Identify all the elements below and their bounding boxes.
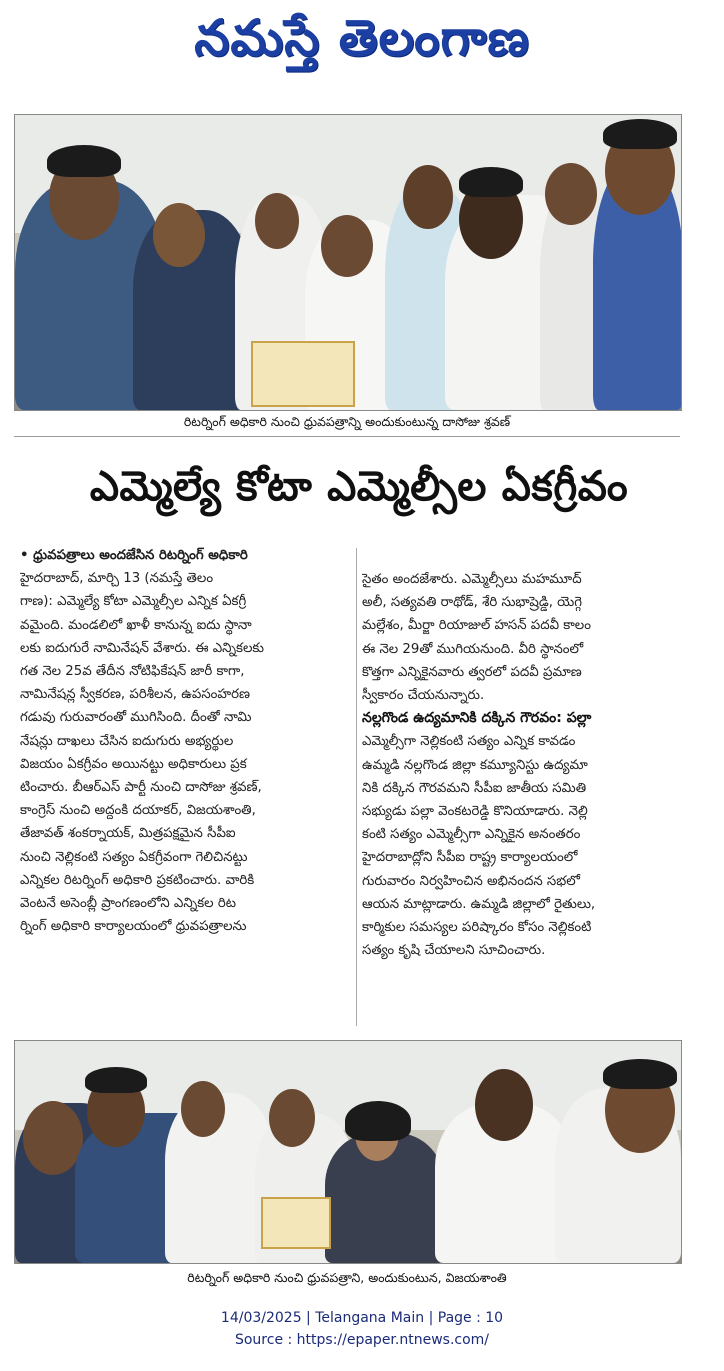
person-hair — [459, 167, 523, 197]
paragraph-line: సైతం అందజేశారు. ఎమ్మెల్సీలు మహమూద్ — [362, 572, 582, 587]
headline: ఎమ్మెల్యే కోటా ఎమ్మెల్సీల ఏకగ్రీవం — [89, 462, 629, 510]
paragraph-line: ఎమ్మెల్సీగా నెల్లికంటి సత్యం ఎన్నిక కావడం — [362, 734, 576, 750]
newspaper-title: నమస్తే తెలంగాణ — [194, 8, 530, 67]
paragraph-line: నికి దక్కిన గౌరవమని సీపీఐ జాతీయ సమితి — [362, 780, 587, 796]
top-photo — [14, 114, 682, 411]
article-column-2 — [362, 568, 692, 962]
paragraph-line: ఆయన మాట్లాడారు. ఉమ్మడి జిల్లాలో రైతులు, — [362, 896, 596, 912]
person-head — [475, 1069, 533, 1141]
person-head — [321, 215, 373, 277]
paragraph-line: అలీ, సత్యవతి రాథోడ్, శేరి సుభాష్రెడ్డి, యెగ్గె — [362, 595, 582, 611]
masthead — [0, 0, 724, 88]
top-photo-caption: రిటర్నింగ్ అధికారి నుంచి ధ్రువపత్రాన్ని అందుకుంటున్న దాసోజు శ్రవణ్ — [183, 414, 511, 429]
person-hair — [603, 1059, 677, 1089]
person-head — [23, 1101, 83, 1175]
person-hair — [85, 1067, 147, 1093]
person-head — [153, 203, 205, 267]
footer-date-page: 14/03/2025 | Telangana Main | Page : 10 — [220, 1310, 504, 1326]
person-head — [181, 1081, 225, 1137]
paragraph-line: నుంచి నెల్లికంటి సత్యం ఏకగ్రీవంగా గెలిచినట్టు — [20, 849, 248, 865]
paragraph-line: సత్యం కృషి చేయాలని సూచించారు. — [362, 943, 546, 959]
article-column-1 — [20, 544, 353, 938]
paragraph-line: టించారు. బీఆర్ఎస్ పార్టీ నుంచి దాసోజు శ్రవణ్, — [20, 780, 262, 796]
paragraph-line: తేజావత్ శంకర్నాయక్, మిత్రపక్షమైన సీపీఐ — [20, 826, 236, 842]
paragraph-line: వెంటనే అసెంబ్లీ ప్రాంగణంలోని ఎన్నికల రిట — [20, 896, 236, 912]
paragraph-line: కాంగ్రెస్ నుంచి అద్దంకి దయాకర్, విజయశాంతి, — [20, 803, 256, 819]
column-divider — [356, 548, 357, 1026]
paragraph-line: సభ్యుడు పల్లా వెంకటరెడ్డి కొనియాడారు. నెల్లి — [362, 804, 588, 820]
person-hair — [47, 145, 121, 177]
paragraph-line: స్వీకారం చేయనున్నారు. — [362, 688, 485, 704]
paragraph-line: కంటి సత్యం ఎమ్మెల్సీగా ఎన్నికైన అనంతరం — [362, 827, 581, 843]
person-head — [403, 165, 453, 229]
paragraph-line: ర్నింగ్ అధికారి కార్యాలయంలో ధ్రువపత్రాలను — [20, 919, 247, 935]
paragraph-line: కార్మికుల సమస్యల పరిష్కారం కోసం నెల్లికంటి — [362, 920, 592, 936]
paragraph-line: గడువు గురువారంతో ముగిసింది. దీంతో నామి — [20, 710, 252, 726]
paragraph-line: విజయం ఏకగ్రీవం అయినట్టు అధికారులు ప్రక — [20, 756, 247, 772]
person-head — [255, 193, 299, 249]
paragraph-line: నేషన్లు దాఖలు చేసిన ఐదుగురు అభ్యర్థుల — [20, 733, 234, 749]
bullet-point: • ధ్రువపత్రాలు అందజేసిన రిటర్నింగ్ అధికారి — [20, 548, 248, 563]
paragraph-line: ఈ నెల 29తో ముగియనుంది. వీరి స్థానంలో — [362, 641, 584, 657]
certificate — [251, 341, 355, 407]
paragraph-line: మల్లేశం, మీర్జా రియాజుల్ హసన్ పదవీ కాలం — [362, 618, 591, 634]
person-head — [545, 163, 597, 225]
paragraph-line: ఉమ్మడి నల్లగొండ జిల్లా కమ్యూనిస్టు ఉద్యమా — [362, 757, 588, 773]
paragraph-line: గాణ): ఎమ్మెల్యే కోటా ఎమ్మెల్సీల ఎన్నిక ఏకగ్రీ — [20, 594, 247, 610]
bottom-photo — [14, 1040, 682, 1264]
paragraph-line: నామినేషన్ల స్వీకరణ, పరిశీలన, ఉపసంహరణ — [20, 687, 251, 703]
footer-source: Source : https://epaper.ntnews.com/ — [234, 1332, 490, 1348]
caption-divider — [14, 436, 680, 437]
person-hair — [603, 119, 677, 149]
paragraph-line: లకు ఐదుగురే నామినేషన్ వేశారు. ఈ ఎన్నికలకు — [20, 640, 264, 656]
certificate — [261, 1197, 331, 1249]
paragraph-line: గురువారం నిర్వహించిన అభినందన సభలో — [362, 873, 580, 889]
paragraph-line: వమైంది. మండలిలో ఖాళీ కానున్న ఐదు స్థానా — [20, 617, 252, 633]
paragraph-line: కొత్తగా ఎన్నికైనవారు త్వరలో పదవీ ప్రమాణ — [362, 664, 582, 680]
paragraph-line: గత నెల 25వ తేదీన నోటిఫికేషన్ జారీ కాగా, — [20, 664, 245, 680]
subheading: నల్లగొండ ఉద్యమానికి దక్కిన గౌరవం: పల్లా — [362, 710, 592, 727]
paragraph-line: హైదరాబాద్, మార్చి 13 (నమస్తే తెలం — [20, 571, 214, 587]
paragraph-line: హైదరాబాద్లోని సీపీఐ రాష్ట్ర కార్యాలయంలో — [362, 850, 578, 866]
person-hair — [345, 1101, 411, 1141]
bottom-photo-caption: రిటర్నింగ్ అధికారి నుంచి ధ్రువపత్రాని, అందుకుంటున, విజయశాంతి — [187, 1270, 507, 1285]
paragraph-line: ఎన్నికల రిటర్నింగ్ అధికారి ప్రకటించారు. వారికి — [20, 872, 255, 888]
person-head — [269, 1089, 315, 1147]
